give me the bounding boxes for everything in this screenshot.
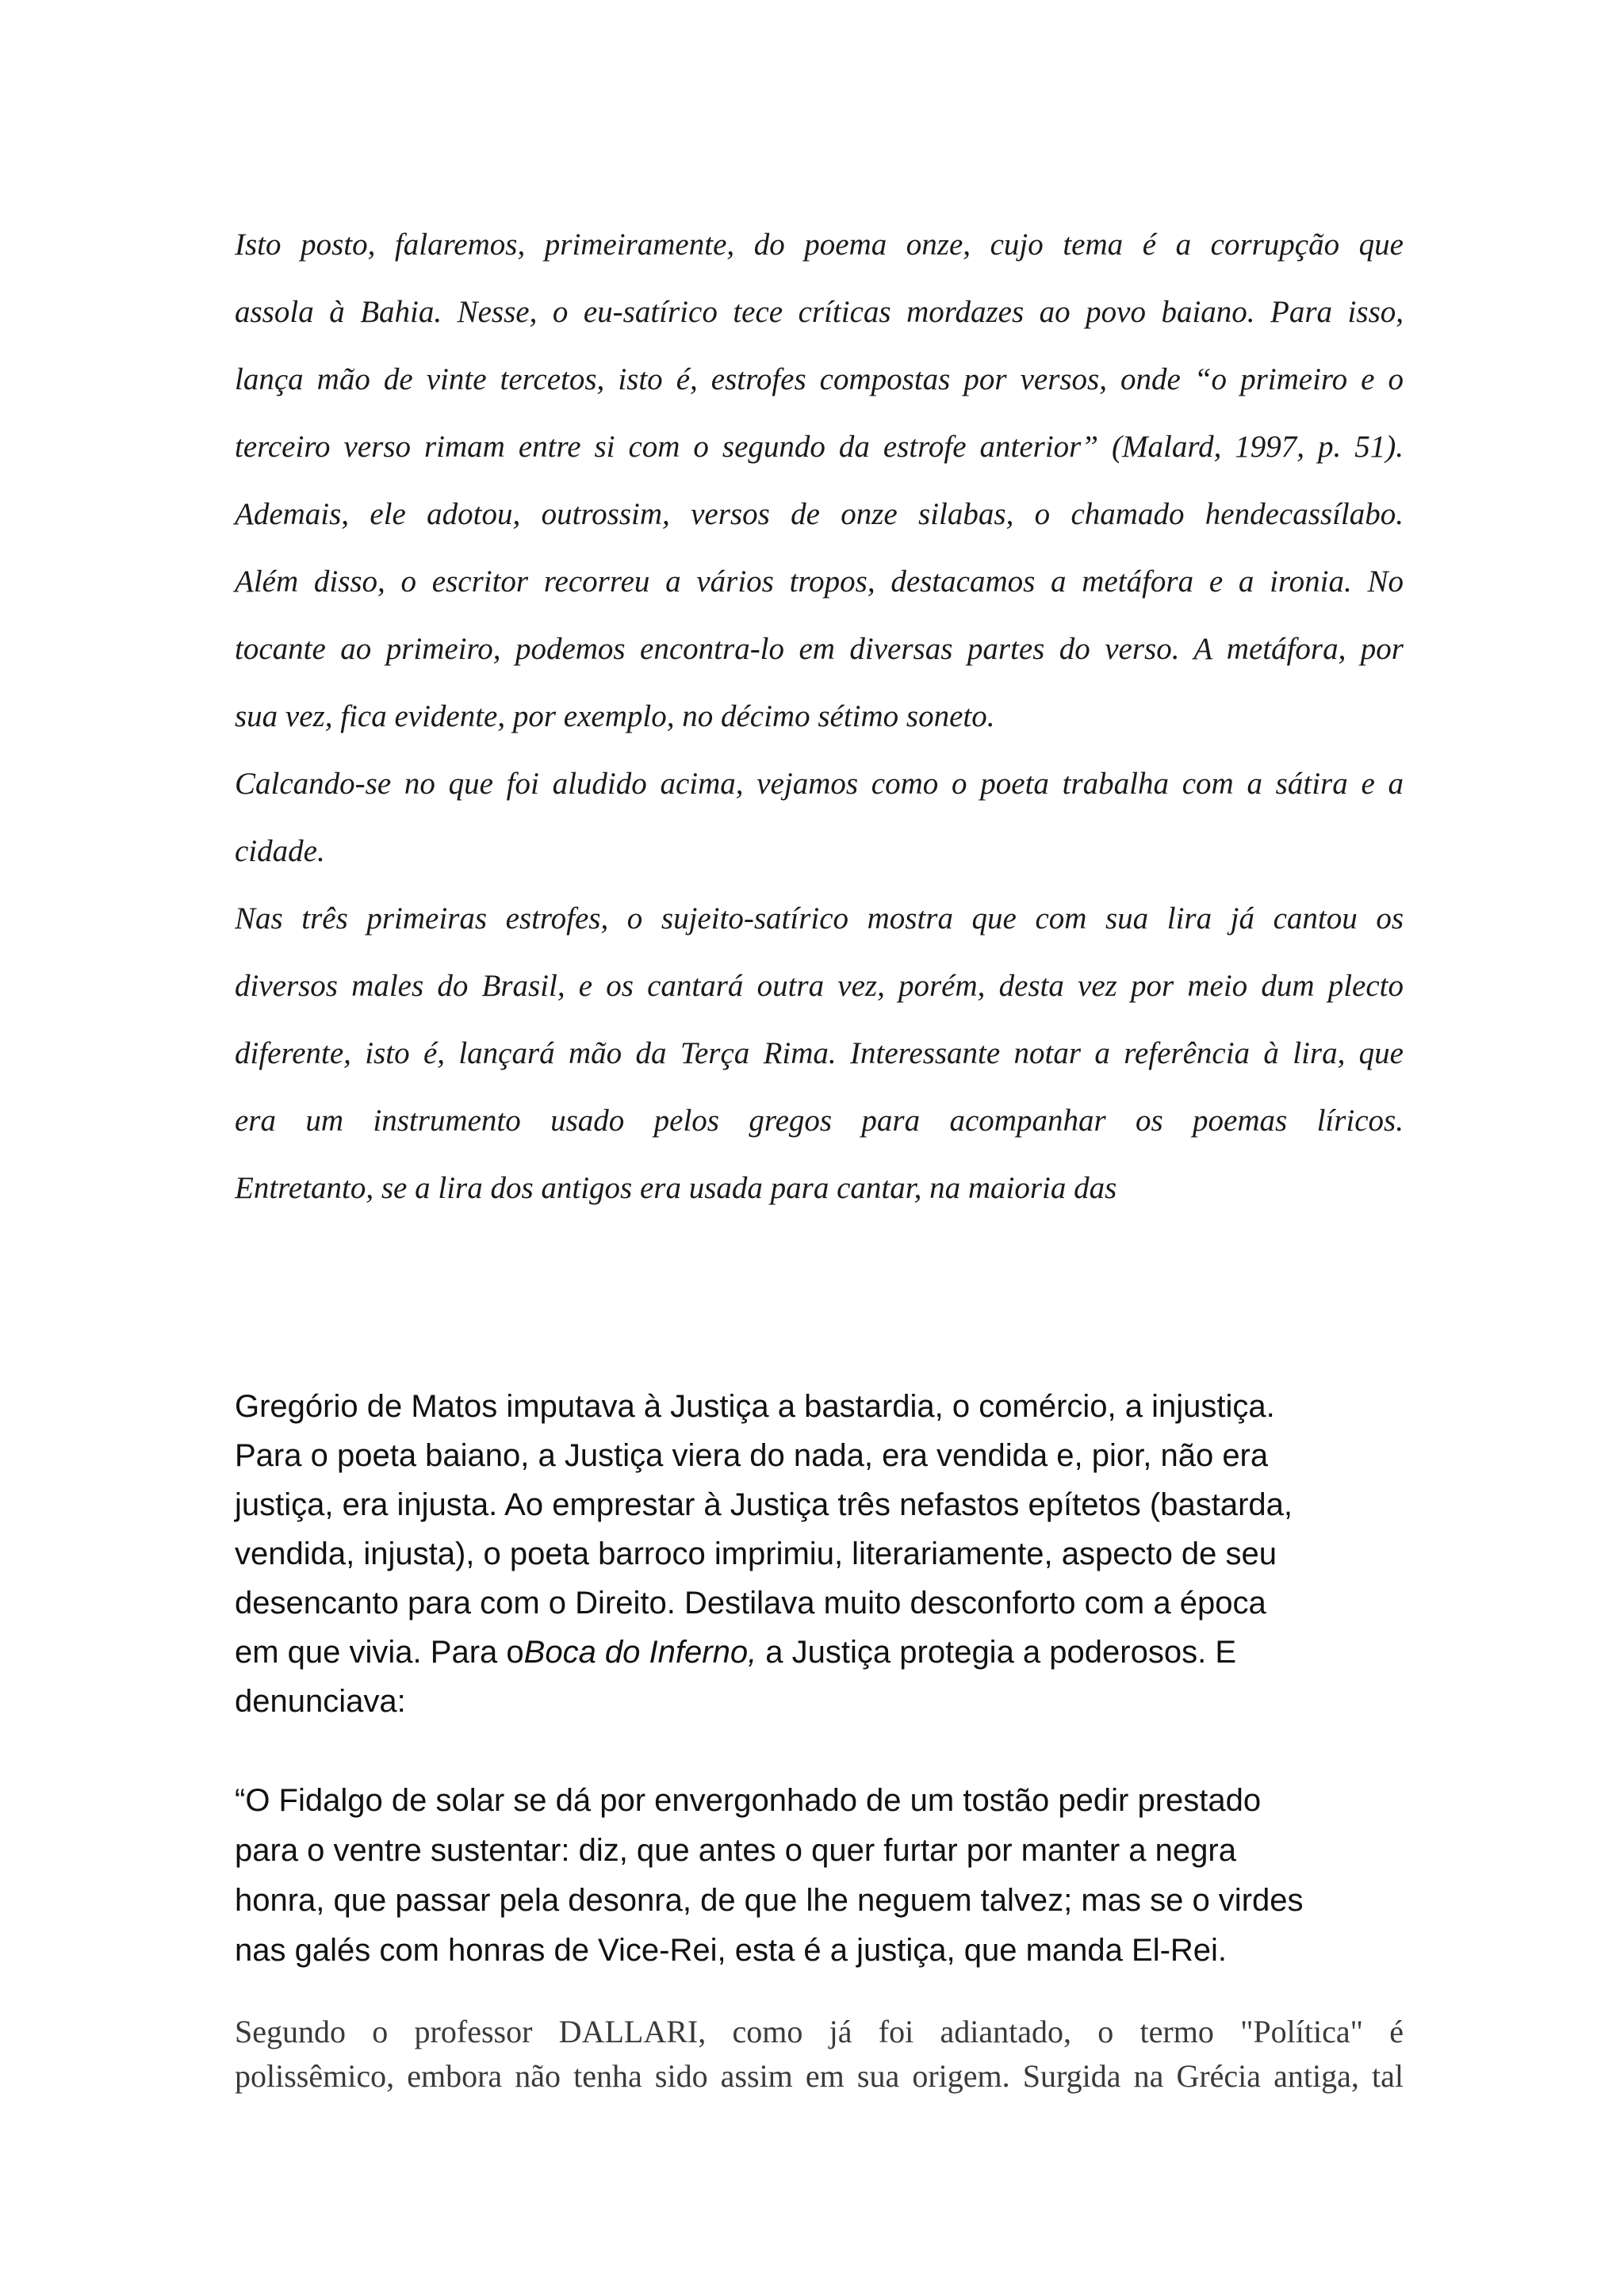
sans-paragraph [235, 1387, 1404, 1731]
text-line: tocante ao primeiro, podemos encontra-lo em diversas partes do verso. A metáfora, por [235, 632, 1404, 666]
text-line: Calcando-se no que foi aludido acima, vejamos como o poeta trabalha com a sátira e a [235, 767, 1404, 801]
text-line: “O Fidalgo de solar se dá por envergonhado de um tostão pedir prestado [235, 1783, 1262, 1818]
text-line: terceiro verso rimam entre si com o segundo da estrofe anterior” (Malard, 1997, p. 51). [235, 430, 1404, 464]
text-fragment: em que vivia. Para o [235, 1635, 524, 1670]
text-line: Para o poeta baiano, a Justiça viera do nada, era vendida e, pior, não era [235, 1438, 1269, 1473]
text-line: Isto posto, falaremos, primeiramente, do poema onze, cujo tema é a corrupção que [235, 228, 1404, 262]
text-line: honra, que passar pela desonra, de que lhe neguem talvez; mas se o virdes [235, 1883, 1304, 1918]
text-line: era um instrumento usado pelos gregos para acompanhar os poemas líricos. [235, 1104, 1404, 1138]
text-line: para o ventre sustentar: diz, que antes o quer furtar por manter a negra [235, 1833, 1236, 1868]
text-line: Segundo o professor DALLARI, como já foi adiantado, o termo "Política" é [235, 2014, 1404, 2049]
text-line: Nas três primeiras estrofes, o sujeito-satírico mostra que com sua lira já cantou os [235, 901, 1404, 936]
text-line: nas galés com honras de Vice-Rei, esta é a justiça, que manda El-Rei. [235, 1933, 1228, 1968]
text-line: desencanto para com o Direito. Destilava muito desconforto com a época [235, 1586, 1266, 1621]
serif-paragraph [235, 2013, 1404, 2102]
text-line: assola à Bahia. Nesse, o eu-satírico tece críticas mordazes ao povo baiano. Para isso, [235, 295, 1404, 329]
text-line: lança mão de vinte tercetos, isto é, estrofes compostas por versos, onde “o primeiro e o [235, 362, 1404, 396]
text-line [235, 1632, 1404, 1682]
text-line: Entretanto, se a lira dos antigos era usada para cantar, na maioria das [235, 1171, 1117, 1205]
text-line: Ademais, ele adotou, outrossim, versos de onze silabas, o chamado hendecassílabo. [235, 497, 1404, 531]
text-line: cidade. [235, 834, 325, 868]
text-fragment: a Justiça protegia a poderosos. E [756, 1635, 1236, 1670]
text-line: Além disso, o escritor recorreu a vários tropos, destacamos a metáfora e a ironia. No [235, 564, 1404, 599]
text-line: polissêmico, embora não tenha sido assim em sua origem. Surgida na Grécia antiga, tal [235, 2058, 1404, 2094]
text-line: vendida, injusta), o poeta barroco imprimiu, literariamente, aspecto de seu [235, 1536, 1277, 1571]
text-line: justiça, era injusta. Ao emprestar à Justiça três nefastos epítetos (bastarda, [235, 1487, 1293, 1522]
text-line: Gregório de Matos imputava à Justiça a bastardia, o comércio, a injustiça. [235, 1389, 1275, 1424]
text-line: sua vez, fica evidente, por exemplo, no décimo sétimo soneto. [235, 699, 995, 733]
text-line: diversos males do Brasil, e os cantará outra vez, porém, desta vez por meio dum plecto [235, 969, 1404, 1003]
quotation-paragraph [235, 1781, 1404, 1980]
italic-term: Boca do Inferno, [523, 1635, 757, 1670]
text-line: diferente, isto é, lançará mão da Terça Rima. Interessante notar a referência à lira, que [235, 1036, 1404, 1070]
text-line: denunciava: [235, 1684, 406, 1719]
italic-paragraph [235, 227, 1404, 1238]
